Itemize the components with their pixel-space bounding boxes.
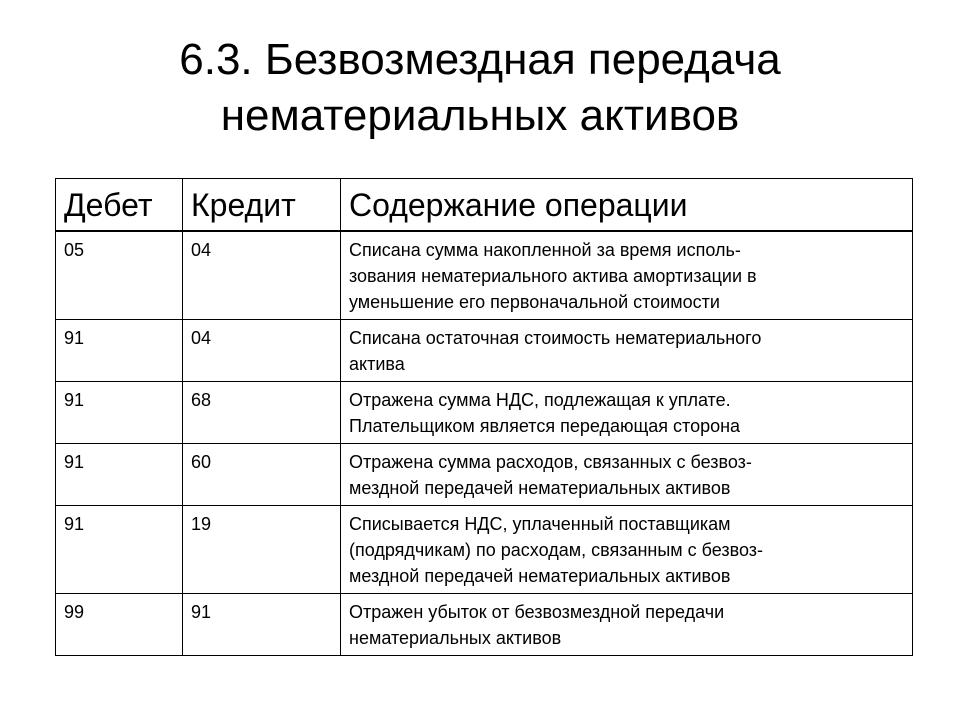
cell-description: Списана остаточная стоимость нематериального актива — [341, 319, 913, 381]
header-credit: Кредит — [183, 179, 341, 231]
slide-title-line-2: нематериальных активов — [220, 91, 740, 140]
cell-debit: 91 — [56, 505, 183, 593]
table-row — [56, 505, 913, 593]
cell-description: Списана сумма накопленной за время исполь- зования нематериального актива амортизации в уменьшение его первоначальной стоимости — [341, 231, 913, 320]
header-description: Содержание операции — [341, 179, 913, 231]
cell-credit: 04 — [183, 319, 341, 381]
cell-description: Отражен убыток от безвозмездной передачи нематериальных активов — [341, 593, 913, 655]
cell-debit: 91 — [56, 381, 183, 443]
cell-credit: 91 — [183, 593, 341, 655]
cell-credit: 68 — [183, 381, 341, 443]
cell-credit: 19 — [183, 505, 341, 593]
table-row — [56, 319, 913, 381]
header-debit: Дебет — [56, 179, 183, 231]
cell-debit: 91 — [56, 319, 183, 381]
cell-description: Отражена сумма расходов, связанных с безвоз- мездной передачей нематериальных активов — [341, 443, 913, 505]
table-row — [56, 381, 913, 443]
cell-credit: 60 — [183, 443, 341, 505]
cell-description: Списывается НДС, уплаченный поставщикам (подрядчикам) по расходам, связанным с безвоз- мездной передачей нематериальных активов — [341, 505, 913, 593]
cell-credit: 04 — [183, 231, 341, 320]
cell-debit: 91 — [56, 443, 183, 505]
slide-title — [0, 32, 960, 144]
cell-debit: 05 — [56, 231, 183, 320]
table-row — [56, 593, 913, 655]
table-row — [56, 443, 913, 505]
slide-title-line-1: 6.3. Безвозмездная передача — [179, 35, 781, 84]
table-row — [56, 231, 913, 320]
cell-description: Отражена сумма НДС, подлежащая к уплате. Плательщиком является передающая сторона — [341, 381, 913, 443]
cell-debit: 99 — [56, 593, 183, 655]
accounting-entries-table — [55, 178, 913, 656]
table-header-row — [56, 179, 913, 231]
